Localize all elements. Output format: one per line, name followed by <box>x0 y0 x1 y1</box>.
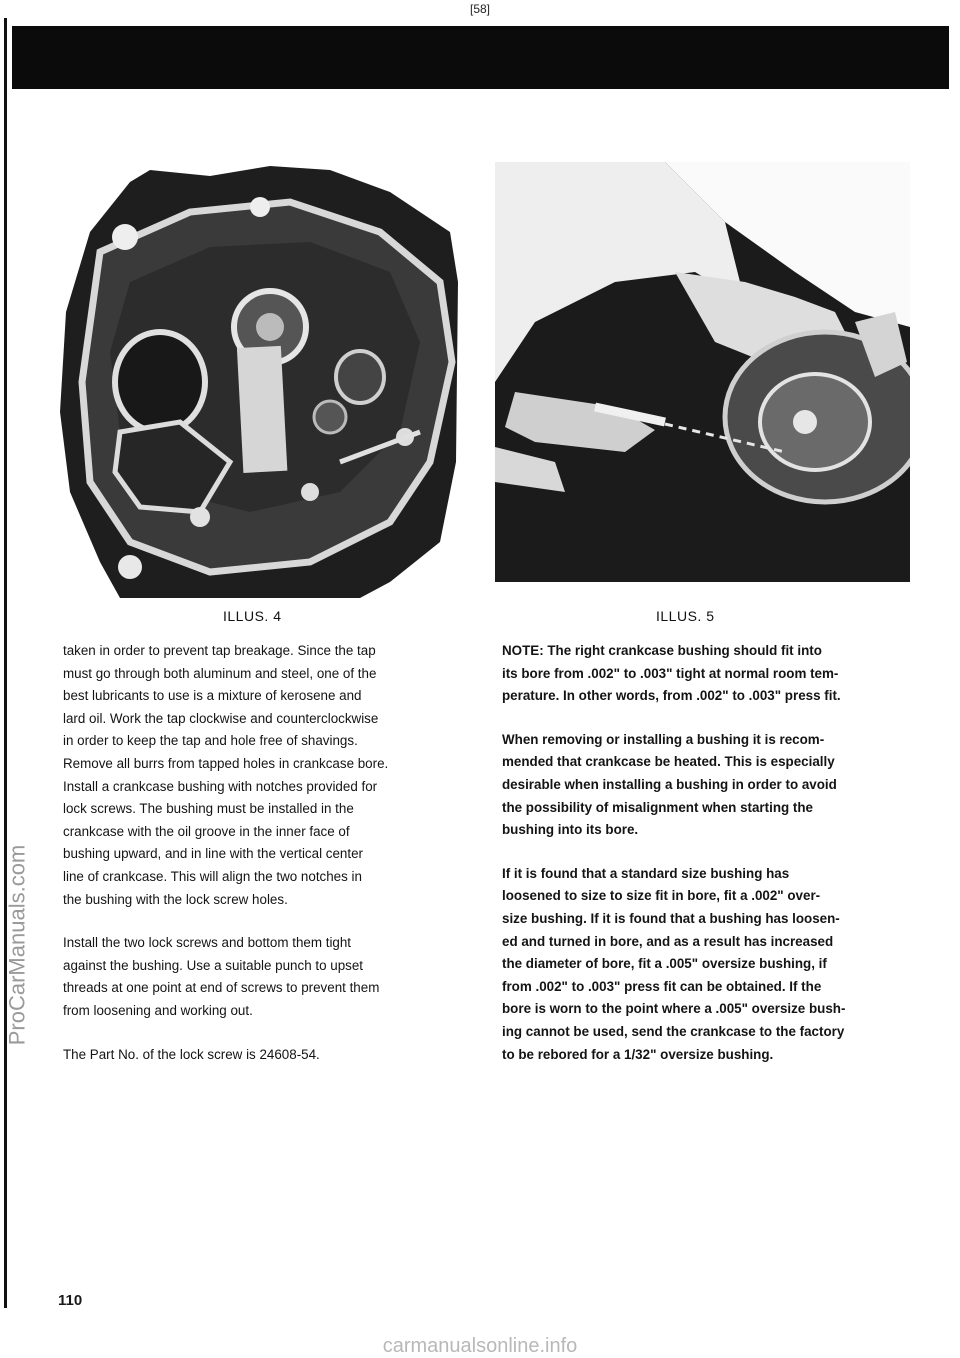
text-line: bushing into its bore. <box>502 822 639 838</box>
text-line: NOTE: The right crankcase bushing should fit into <box>502 643 822 658</box>
text-line: When removing or installing a bushing it is recom- <box>502 731 825 747</box>
text-line: in order to keep the tap and hole free of shavings. <box>63 733 358 749</box>
left-paragraph-1 <box>63 640 463 911</box>
text-line: from .002" to .003" press fit can be obtained. If the <box>502 978 822 994</box>
text-line: If it is found that a standard size bushing has <box>502 865 790 881</box>
left-margin-rule <box>4 18 7 1308</box>
left-paragraph-3 <box>63 1044 463 1067</box>
text-line: the possibility of misalignment when starting the <box>502 799 813 815</box>
text-line: line of crankcase. This will align the two notches in <box>63 868 362 884</box>
footer-watermark: carmanualsonline.info <box>382 1335 578 1357</box>
footer-page-number: 110 <box>58 1292 83 1309</box>
text-line: bushing upward, and in line with the vertical center <box>63 846 363 862</box>
text-line: against the bushing. Use a suitable punch to upset <box>63 957 364 973</box>
text-line: the bushing with the lock screw holes. <box>63 891 288 907</box>
illus5-caption: ILLUS. 5 <box>656 608 715 624</box>
text-line: perature. In other words, from .002" to .003" press fit. <box>502 688 841 704</box>
reaming-photo-image <box>495 162 910 582</box>
text-line: loosened to size to size fit in bore, fit a .002" over- <box>502 888 821 904</box>
text-line: lock screws. The bushing must be installed in the <box>63 801 354 817</box>
text-line: The Part No. of the lock screw is 24608-54. <box>63 1046 320 1062</box>
illus4-caption: ILLUS. 4 <box>223 608 282 624</box>
text-line: size bushing. If it is found that a bushing has loosen- <box>502 910 840 926</box>
text-line: from loosening and working out. <box>63 1002 253 1018</box>
header-bar <box>12 26 949 89</box>
side-watermark-text: ProCarManuals.com <box>4 844 30 1046</box>
text-line: threads at one point at end of screws to prevent them <box>63 980 380 996</box>
illus4-photo <box>60 162 458 600</box>
text-line: ed and turned in bore, and as a result has increased <box>502 933 834 949</box>
text-line: best lubricants to use is a mixture of kerosene and <box>63 688 362 704</box>
text-line: its bore from .002" to .003" tight at normal room tem- <box>502 665 839 681</box>
text-line: ing cannot be used, send the crankcase to the factory <box>502 1023 845 1039</box>
text-line: bore is worn to the point where a .005" oversize bush- <box>502 1001 846 1017</box>
text-line: the diameter of bore, fit a .005" oversize bushing, if <box>502 956 827 972</box>
text-line: taken in order to prevent tap breakage. Since the tap <box>63 643 376 658</box>
right-paragraph-note <box>502 640 912 708</box>
page-number: [58] <box>469 2 490 16</box>
left-text-column <box>63 640 463 1087</box>
right-text-column <box>502 640 912 1087</box>
text-line: Install the two lock screws and bottom them tight <box>63 935 352 951</box>
text-line: must go through both aluminum and steel, one of the <box>63 665 377 681</box>
left-paragraph-2 <box>63 932 463 1022</box>
illus5-photo <box>495 162 910 582</box>
text-line: to be rebored for a 1/32" oversize bushing. <box>502 1046 774 1062</box>
side-watermark <box>2 800 32 1090</box>
text-line: Remove all burrs from tapped holes in crankcase bore. <box>63 755 389 771</box>
right-paragraph-3 <box>502 863 912 1066</box>
text-line: mended that crankcase be heated. This is especially <box>502 754 835 770</box>
text-line: desirable when installing a bushing in order to avoid <box>502 776 837 792</box>
text-line: lard oil. Work the tap clockwise and counterclockwise <box>63 710 379 726</box>
crankcase-photo-image <box>60 162 458 600</box>
text-line: crankcase with the oil groove in the inner face of <box>63 823 350 839</box>
text-line: Install a crankcase bushing with notches provided for <box>63 778 378 794</box>
right-paragraph-2 <box>502 729 912 842</box>
